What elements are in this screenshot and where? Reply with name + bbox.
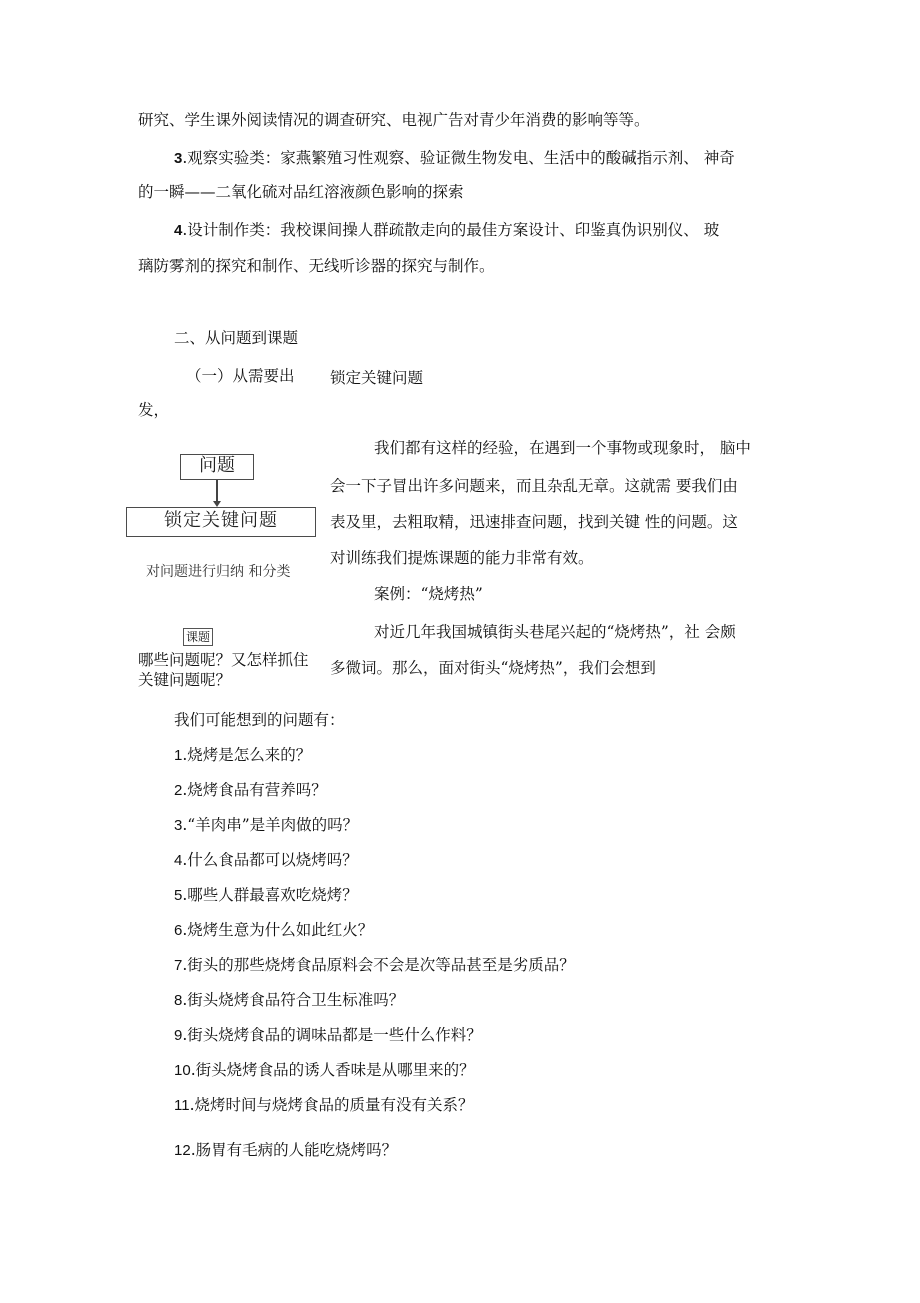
list-item: [174, 885, 358, 906]
list-number: 5: [174, 887, 183, 904]
list-item: [174, 1095, 474, 1116]
list-item: [174, 1025, 482, 1046]
list-number: 8: [174, 992, 183, 1009]
list-text: .街头烧烤食品的诱人香味是从哪里来的？: [190, 1061, 475, 1079]
list-number: 11: [174, 1097, 190, 1114]
list-item: [174, 780, 327, 801]
paragraph-line: 研究、学生课外阅读情况的调查研究、电视广告对青少年消费的影响等等。: [138, 111, 650, 129]
paragraph-line: 会一下子冒出许多问题来，而且杂乱无章。这就需 要我们由: [330, 477, 738, 495]
list-item: [174, 920, 373, 941]
topic-label-box: 课题: [183, 628, 213, 646]
flowchart-box-question: 问题: [180, 454, 254, 480]
list-item: [174, 990, 404, 1011]
list-item: [174, 745, 311, 766]
paragraph-line: 表及里，去粗取精，迅速排查问题，找到关键 性的问题。这: [330, 513, 738, 531]
list-number: 4: [174, 222, 183, 239]
list-text: .烧烤时间与烧烤食品的质量有没有关系？: [189, 1096, 474, 1114]
list-number: 1: [174, 747, 183, 764]
paragraph-line: 我们都有这样的经验，在遇到一个事物或现象时， 脑中: [374, 439, 751, 457]
questions-intro: 我们可能想到的问题有：: [174, 711, 345, 729]
list-number: 4: [174, 852, 183, 869]
list-text: .烧烤生意为什么如此红火？: [182, 921, 374, 939]
paragraph-line: 对训练我们提炼课题的能力非常有效。: [330, 549, 594, 567]
list-number: 6: [174, 922, 183, 939]
paragraph-line: 多微词。那么，面对街头“烧烤热”，我们会想到: [330, 659, 656, 677]
list-text: .肠胃有毛病的人能吃烧烤吗？: [190, 1141, 398, 1159]
side-text-line: 关键问题呢？: [138, 671, 232, 689]
list-number: 12: [174, 1142, 191, 1159]
figure-caption: 对问题进行归纳 和分类: [146, 564, 291, 580]
paragraph-line: 的一瞬——二氧化硫对品红溶液颜色影响的探索: [138, 183, 464, 201]
paragraph-line: 璃防雾剂的探究和制作、无线听诊器的探究与制作。: [138, 257, 495, 275]
list-number: 10: [174, 1062, 191, 1079]
flowchart-arrow-line: [216, 480, 218, 502]
list-text: .街头的那些烧烤食品原料会不会是次等品甚至是劣质品？: [182, 956, 575, 974]
list-text: .哪些人群最喜欢吃烧烤？: [182, 886, 358, 904]
list-item-3: [174, 148, 735, 169]
list-item: [174, 1060, 475, 1081]
list-text: .观察实验类：家燕繁殖习性观察、验证微生物发电、生活中的酸碱指示剂、 神奇: [182, 149, 735, 167]
paragraph-line: 对近几年我国城镇街头巷尾兴起的“烧烤热”，社 会颇: [374, 623, 736, 641]
side-text-line: 哪些问题呢？又怎样抓住: [138, 651, 309, 669]
list-number: 2: [174, 782, 183, 799]
list-text: .街头烧烤食品的调味品都是一些什么作料？: [182, 1026, 482, 1044]
flowchart-box-key-problem: 锁定关键问题: [126, 507, 316, 537]
list-item: [174, 815, 358, 836]
list-item: [174, 850, 358, 871]
list-item: [174, 1140, 397, 1161]
list-text: .“羊肉串”是羊肉做的吗？: [182, 816, 359, 834]
list-number: 7: [174, 957, 183, 974]
subsection-heading-left: （一）从需要出: [186, 367, 295, 385]
list-item: [174, 955, 575, 976]
list-text: .设计制作类：我校课间操人群疏散走向的最佳方案设计、印鉴真伪识别仪、 玻: [182, 221, 720, 239]
list-text: .街头烧烤食品符合卫生标准吗？: [182, 991, 405, 1009]
list-item-4: [174, 220, 719, 241]
list-number: 3: [174, 150, 183, 167]
list-number: 3: [174, 817, 183, 834]
list-text: .烧烤食品有营养吗？: [182, 781, 327, 799]
list-number: 9: [174, 1027, 183, 1044]
section-heading: 二、从问题到课题: [174, 329, 299, 347]
list-text: .什么食品都可以烧烤吗？: [182, 851, 358, 869]
subsection-heading-right: 锁定关键问题: [330, 369, 424, 387]
case-label: 案例：“烧烤热”: [374, 585, 483, 603]
list-text: .烧烤是怎么来的？: [182, 746, 312, 764]
subsection-heading-cont: 发，: [138, 401, 170, 419]
